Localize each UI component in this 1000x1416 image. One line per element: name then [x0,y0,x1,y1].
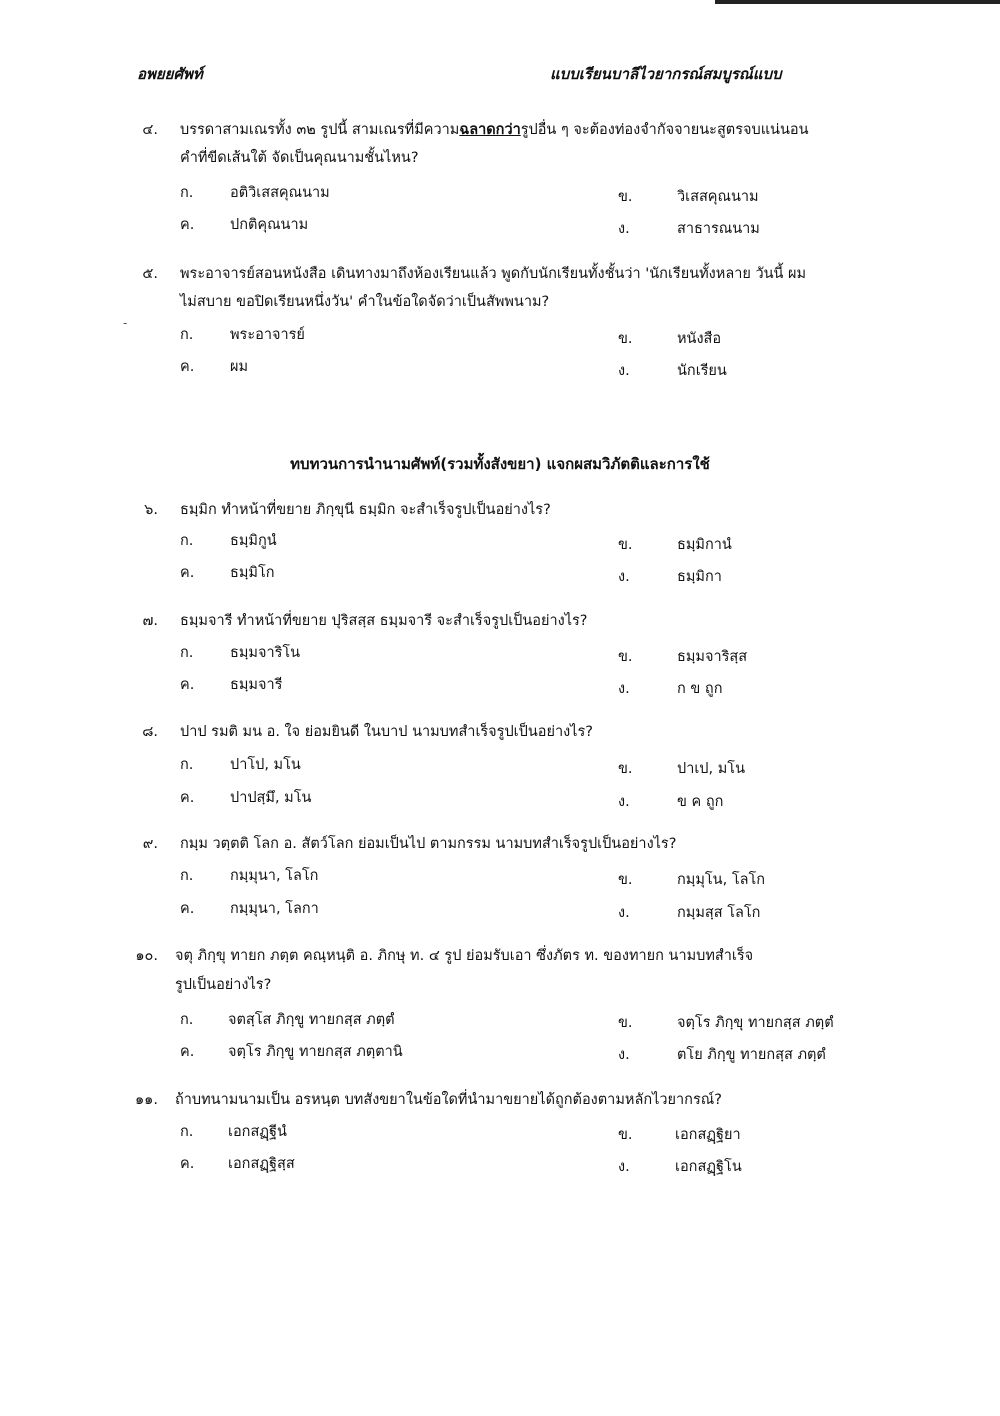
underlined-word: ฉลาดกว่า [459,122,521,138]
option-letter: ก. [180,1124,194,1140]
option-b: เอกสฏฺฐิยา [675,1127,741,1143]
option-d: ก ข ถูก [677,681,723,697]
option-b: หนังสือ [677,331,722,347]
question-number: ๔. [142,122,158,138]
question-text-line-1: จตุ ภิกฺขุ ทายก ภตฺต คณฺหนฺติ อ. ภิกษุ ท. ๔ รูป ย่อมรับเอา ซึ่งภัตร ท. ของทายก นามบทสำเร็จ [175,948,754,964]
option-letter: ก. [180,645,194,661]
option-letter: ง. [618,1047,630,1063]
option-b: วิเสสคุณนาม [677,189,759,205]
question-number: ๕. [142,266,158,282]
option-letter: ก. [180,757,194,773]
option-letter: ง. [618,905,630,921]
question-text-line-2: คำที่ขีดเส้นใต้ จัดเป็นคุณนามชั้นไหน? [180,150,419,166]
option-letter: ก. [180,185,194,201]
option-letter: ก. [180,868,194,884]
option-a: ปาโป, มโน [230,757,301,773]
option-letter: ค. [180,901,195,917]
option-c: จตฺโร ภิกฺขู ทายกสฺส ภตฺตานิ [228,1044,403,1060]
option-letter: ค. [180,217,195,233]
question-number: ๑๑. [134,1092,158,1108]
option-b: กมฺมุโน, โลโก [677,872,766,888]
option-letter: ก. [180,327,194,343]
question-text-line-1: บรรดาสามเณรทั้ง ๓๒ รูปนี้ สามเณรที่มีความฉลาดกว่ารูปอื่น ๆ จะต้องท่องจำกัจจายนะสูตรจบแน่นอน [180,122,809,138]
option-letter: ก. [180,533,194,549]
option-c: ปาปสฺมึ, มโน [230,790,312,806]
option-letter: ค. [180,790,195,806]
option-letter: ข. [618,537,633,553]
option-letter: ค. [180,677,195,693]
option-c: ปกติคุณนาม [230,217,309,233]
option-letter: ง. [618,363,630,379]
option-b: ปาเป, มโน [677,761,745,777]
option-letter: ข. [618,649,633,665]
scan-mark: - [123,316,128,330]
option-letter: ข. [618,331,633,347]
option-letter: ค. [180,1044,195,1060]
question-text-line-1: กมฺม วตฺตติ โลก อ. สัตว์โลก ย่อมเป็นไป ตามกรรม นามบทสำเร็จรูปเป็นอย่างไร? [180,836,677,852]
option-c: ผม [230,359,249,375]
option-letter: ง. [618,569,630,585]
question-number: ๑๐. [135,948,158,964]
option-c: เอกสฏฺฐิสฺส [228,1156,295,1172]
option-letter: ค. [180,1156,195,1172]
option-b: ธมฺมจาริสฺส [677,649,748,665]
option-d: เอกสฏฺฐิโน [675,1159,742,1175]
option-letter: ง. [618,221,630,237]
option-c: กมฺมุนา, โลกา [230,901,319,917]
option-d: ข ค ถูก [677,794,724,810]
question-text-line-1: พระอาจารย์สอนหนังสือ เดินทางมาถึงห้องเรียนแล้ว พูดกับนักเรียนทั้งชั้นว่า 'นักเรียนทั้งหลาย วันนี้ ผม [180,266,807,282]
question-number: ๘. [142,724,158,740]
option-a: กมฺมุนา, โลโก [230,868,319,884]
option-a: ธมฺมจาริโน [230,645,301,661]
question-text-line-1: ธมฺมิก ทำหน้าที่ขยาย ภิกฺขุนี ธมฺมิก จะสำเร็จรูปเป็นอย่างไร? [180,502,551,518]
option-a: เอกสฏฺฐีนํ [228,1124,287,1140]
option-a: ธมฺมิกูนํ [230,533,277,549]
top-edge-rule [715,0,1000,4]
option-letter: ง. [618,794,630,810]
option-letter: ง. [618,681,630,697]
option-c: ธมฺมจารี [230,677,283,693]
option-letter: ก. [180,1012,194,1028]
option-letter: ข. [618,189,633,205]
option-a: อติวิเสสคุณนาม [230,185,330,201]
option-a: พระอาจารย์ [230,327,305,343]
option-c: ธมฺมิโก [230,565,275,581]
option-b: จตฺโร ภิกฺขุ ทายกสฺส ภตฺตํ [677,1015,834,1031]
question-text-line-1: ถ้าบทนามนามเป็น อรหนฺต บทสังขยาในข้อใดที่นำมาขยายได้ถูกต้องตามหลักไวยากรณ์? [175,1092,722,1108]
option-d: สาธารณนาม [677,221,760,237]
running-header-left: อพยยศัพท์ [137,65,203,83]
option-letter: ค. [180,359,195,375]
option-a: จตสฺโส ภิกฺขู ทายกสฺส ภตฺตํ [228,1012,395,1028]
option-letter: ข. [618,761,633,777]
option-d: นักเรียน [677,363,727,379]
section-title: ทบทวนการนำนามศัพท์(รวมทั้งสังขยา) แจกผสมวิภัตติและการใช้ [290,455,710,473]
question-text-line-1: ธมฺมจารี ทำหน้าที่ขยาย ปุริสสฺส ธมฺมจารี จะสำเร็จรูปเป็นอย่างไร? [180,613,588,629]
option-b: ธมฺมิกานํ [677,537,732,553]
option-letter: ค. [180,565,195,581]
option-letter: ข. [618,1015,633,1031]
question-text-line-2: ไม่สบาย ขอปิดเรียนหนึ่งวัน' คำในข้อใดจัดว่าเป็นสัพพนาม? [180,294,550,310]
option-d: กมฺมสฺส โลโก [677,905,761,921]
option-letter: ข. [618,1127,633,1143]
option-letter: ง. [618,1159,630,1175]
option-d: ธมฺมิกา [677,569,722,585]
question-text-line-2: รูปเป็นอย่างไร? [175,977,272,993]
question-text-line-1: ปาป รมติ มน อ. ใจ ย่อมยินดี ในบาป นามบทสำเร็จรูปเป็นอย่างไร? [180,724,593,740]
option-letter: ข. [618,872,633,888]
running-header-right: แบบเรียนบาลีไวยากรณ์สมบูรณ์แบบ [550,65,782,83]
question-number: ๗. [142,613,158,629]
option-d: ตโย ภิกฺขู ทายกสฺส ภตฺตํ [677,1047,826,1063]
question-number: ๖. [144,502,158,518]
question-number: ๙. [142,836,158,852]
